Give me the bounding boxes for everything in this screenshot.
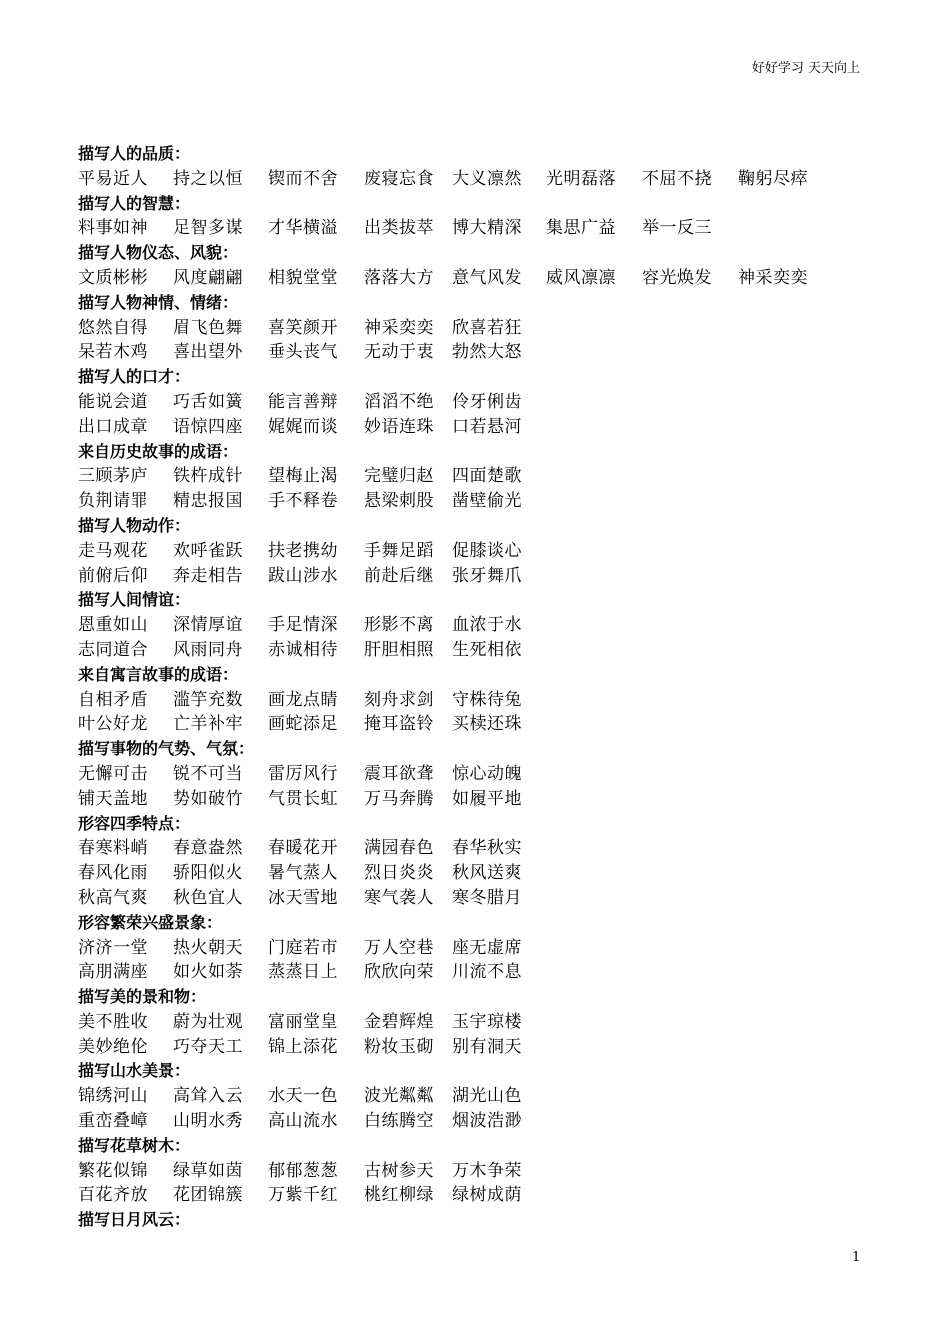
idiom-row bbox=[78, 167, 878, 192]
idiom-word: 能说会道 bbox=[78, 391, 148, 412]
idiom-word: 不屈不挠 bbox=[642, 168, 712, 189]
idiom-word: 雷厉风行 bbox=[268, 763, 338, 784]
idiom-word: 手舞足蹈 bbox=[364, 540, 434, 561]
idiom-word: 气贯长虹 bbox=[268, 788, 338, 809]
idiom-word: 秋色宜人 bbox=[173, 887, 243, 908]
idiom-row bbox=[78, 266, 878, 291]
section-heading: 描写日月风云： bbox=[78, 1210, 191, 1230]
idiom-word: 绿草如茵 bbox=[173, 1160, 243, 1181]
idiom-row bbox=[78, 613, 878, 638]
idiom-word: 手不释卷 bbox=[268, 491, 338, 512]
idiom-word: 神采奕奕 bbox=[738, 267, 808, 288]
idiom-word: 高朋满座 bbox=[78, 962, 148, 983]
idiom-word: 四面楚歌 bbox=[452, 466, 522, 487]
idiom-word: 生死相依 bbox=[452, 639, 522, 660]
idiom-word: 语惊四座 bbox=[173, 416, 243, 437]
idiom-word: 蒸蒸日上 bbox=[268, 962, 338, 983]
idiom-word: 画蛇添足 bbox=[268, 714, 338, 735]
idiom-word: 扶老携幼 bbox=[268, 540, 338, 561]
idiom-word: 秋高气爽 bbox=[78, 887, 148, 908]
idiom-word: 博大精深 bbox=[452, 218, 522, 239]
idiom-word: 美不胜收 bbox=[78, 1011, 148, 1032]
section-heading: 描写人间情谊： bbox=[78, 590, 191, 610]
idiom-word: 买椟还珠 bbox=[452, 714, 522, 735]
idiom-word: 秋风送爽 bbox=[452, 863, 522, 884]
idiom-word: 妙语连珠 bbox=[364, 416, 434, 437]
idiom-word: 眉飞色舞 bbox=[173, 317, 243, 338]
idiom-word: 济济一堂 bbox=[78, 937, 148, 958]
idiom-word: 桃红柳绿 bbox=[364, 1185, 434, 1206]
section-heading: 描写事物的气势、气氛： bbox=[78, 739, 255, 759]
idiom-word: 赤诚相待 bbox=[268, 639, 338, 660]
idiom-word: 平易近人 bbox=[78, 168, 148, 189]
idiom-word: 手足情深 bbox=[268, 615, 338, 636]
section-heading: 描写山水美景： bbox=[78, 1061, 191, 1081]
idiom-word: 娓娓而谈 bbox=[268, 416, 338, 437]
section-heading: 描写人的智慧： bbox=[78, 193, 191, 213]
idiom-word: 暑气蒸人 bbox=[268, 863, 338, 884]
idiom-word: 锐不可当 bbox=[173, 763, 243, 784]
idiom-word: 完璧归赵 bbox=[364, 466, 434, 487]
idiom-word: 跋山涉水 bbox=[268, 565, 338, 586]
idiom-word: 势如破竹 bbox=[173, 788, 243, 809]
idiom-word: 喜出望外 bbox=[173, 342, 243, 363]
idiom-row bbox=[78, 1035, 878, 1060]
page-number: 1 bbox=[852, 1250, 861, 1265]
idiom-word: 三顾茅庐 bbox=[78, 466, 148, 487]
idiom-word: 光明磊落 bbox=[546, 168, 616, 189]
idiom-word: 繁花似锦 bbox=[78, 1160, 148, 1181]
idiom-row bbox=[78, 960, 878, 985]
idiom-word: 走马观花 bbox=[78, 540, 148, 561]
idiom-word: 勃然大怒 bbox=[452, 342, 522, 363]
idiom-word: 别有洞天 bbox=[452, 1036, 522, 1057]
idiom-word: 出口成章 bbox=[78, 416, 148, 437]
idiom-word: 出类拔萃 bbox=[364, 218, 434, 239]
section-heading: 描写人的品质： bbox=[78, 144, 191, 163]
idiom-word: 寒气袭人 bbox=[364, 887, 434, 908]
section-heading: 描写人物神情、情绪： bbox=[78, 292, 239, 312]
idiom-row bbox=[78, 936, 878, 961]
idiom-word: 大义凛然 bbox=[452, 168, 522, 189]
idiom-row bbox=[78, 762, 878, 787]
idiom-word: 春风化雨 bbox=[78, 863, 148, 884]
idiom-row bbox=[78, 1109, 878, 1134]
idiom-word: 蔚为壮观 bbox=[173, 1011, 243, 1032]
section-heading: 描写花草树木： bbox=[78, 1135, 191, 1155]
idiom-word: 花团锦簇 bbox=[173, 1185, 243, 1206]
idiom-row bbox=[78, 1010, 878, 1035]
idiom-word: 深情厚谊 bbox=[173, 615, 243, 636]
idiom-word: 骄阳似火 bbox=[173, 863, 243, 884]
idiom-word: 美妙绝伦 bbox=[78, 1036, 148, 1057]
idiom-word: 呆若木鸡 bbox=[78, 342, 148, 363]
idiom-word: 锲而不舍 bbox=[268, 168, 338, 189]
section-heading: 形容四季特点： bbox=[78, 813, 191, 833]
idiom-word: 川流不息 bbox=[452, 962, 522, 983]
idiom-word: 恩重如山 bbox=[78, 615, 148, 636]
idiom-row bbox=[78, 415, 878, 440]
idiom-word: 料事如神 bbox=[78, 218, 148, 239]
idiom-word: 门庭若市 bbox=[268, 937, 338, 958]
idiom-word: 志同道合 bbox=[78, 639, 148, 660]
idiom-word: 足智多谋 bbox=[173, 218, 243, 239]
idiom-word: 滥竽充数 bbox=[173, 689, 243, 710]
idiom-word: 前赴后继 bbox=[364, 565, 434, 586]
idiom-word: 山明水秀 bbox=[173, 1111, 243, 1132]
idiom-word: 凿壁偷光 bbox=[452, 491, 522, 512]
idiom-word: 意气风发 bbox=[452, 267, 522, 288]
idiom-word: 欣喜若狂 bbox=[452, 317, 522, 338]
idiom-word: 画龙点睛 bbox=[268, 689, 338, 710]
idiom-word: 伶牙俐齿 bbox=[452, 391, 522, 412]
idiom-word: 锦上添花 bbox=[268, 1036, 338, 1057]
idiom-word: 寒冬腊月 bbox=[452, 887, 522, 908]
idiom-word: 容光焕发 bbox=[642, 267, 712, 288]
idiom-word: 落落大方 bbox=[364, 267, 434, 288]
idiom-word: 巧舌如簧 bbox=[173, 391, 243, 412]
idiom-word: 欢呼雀跃 bbox=[173, 540, 243, 561]
idiom-word: 如火如荼 bbox=[173, 962, 243, 983]
idiom-word: 文质彬彬 bbox=[78, 267, 148, 288]
idiom-word: 无动于衷 bbox=[364, 342, 434, 363]
idiom-word: 促膝谈心 bbox=[452, 540, 522, 561]
idiom-word: 冰天雪地 bbox=[268, 887, 338, 908]
idiom-row bbox=[78, 836, 878, 861]
idiom-word: 悬梁刺股 bbox=[364, 491, 434, 512]
idiom-word: 百花齐放 bbox=[78, 1185, 148, 1206]
idiom-word: 高山流水 bbox=[268, 1111, 338, 1132]
idiom-word: 望梅止渴 bbox=[268, 466, 338, 487]
idiom-word: 高耸入云 bbox=[173, 1086, 243, 1107]
idiom-word: 万马奔腾 bbox=[364, 788, 434, 809]
section-heading: 描写人物动作： bbox=[78, 515, 191, 535]
idiom-row bbox=[78, 216, 878, 241]
idiom-word: 铺天盖地 bbox=[78, 788, 148, 809]
idiom-word: 形影不离 bbox=[364, 615, 434, 636]
idiom-word: 悠然自得 bbox=[78, 317, 148, 338]
idiom-word: 掩耳盗铃 bbox=[364, 714, 434, 735]
idiom-word: 风雨同舟 bbox=[173, 639, 243, 660]
idiom-word: 肝胆相照 bbox=[364, 639, 434, 660]
idiom-word: 能言善辩 bbox=[268, 391, 338, 412]
idiom-word: 守株待兔 bbox=[452, 689, 522, 710]
idiom-word: 前俯后仰 bbox=[78, 565, 148, 586]
section-heading: 形容繁荣兴盛景象： bbox=[78, 912, 223, 932]
idiom-row bbox=[78, 638, 878, 663]
idiom-row bbox=[78, 1084, 878, 1109]
idiom-word: 垂头丧气 bbox=[268, 342, 338, 363]
idiom-word: 滔滔不绝 bbox=[364, 391, 434, 412]
idiom-word: 热火朝天 bbox=[173, 937, 243, 958]
idiom-word: 如履平地 bbox=[452, 788, 522, 809]
section-heading: 描写美的景和物： bbox=[78, 987, 207, 1007]
idiom-word: 重峦叠嶂 bbox=[78, 1111, 148, 1132]
idiom-word: 叶公好龙 bbox=[78, 714, 148, 735]
page-header: 好好学习 天天向上 bbox=[751, 61, 860, 76]
idiom-word: 水天一色 bbox=[268, 1086, 338, 1107]
idiom-word: 震耳欲聋 bbox=[364, 763, 434, 784]
idiom-word: 绿树成荫 bbox=[452, 1185, 522, 1206]
idiom-row bbox=[78, 316, 878, 341]
idiom-word: 喜笑颜开 bbox=[268, 317, 338, 338]
idiom-word: 金碧辉煌 bbox=[364, 1011, 434, 1032]
idiom-word: 废寝忘食 bbox=[364, 168, 434, 189]
idiom-word: 神采奕奕 bbox=[364, 317, 434, 338]
idiom-word: 满园春色 bbox=[364, 838, 434, 859]
idiom-word: 口若悬河 bbox=[452, 416, 522, 437]
idiom-word: 无懈可击 bbox=[78, 763, 148, 784]
idiom-word: 风度翩翩 bbox=[173, 267, 243, 288]
idiom-word: 巧夺天工 bbox=[173, 1036, 243, 1057]
idiom-row bbox=[78, 489, 878, 514]
idiom-word: 才华横溢 bbox=[268, 218, 338, 239]
idiom-word: 万紫千红 bbox=[268, 1185, 338, 1206]
idiom-word: 举一反三 bbox=[642, 218, 712, 239]
idiom-word: 奔走相告 bbox=[173, 565, 243, 586]
idiom-word: 铁杵成针 bbox=[173, 466, 243, 487]
idiom-word: 万木争荣 bbox=[452, 1160, 522, 1181]
idiom-row bbox=[78, 1183, 878, 1208]
idiom-row bbox=[78, 1159, 878, 1184]
idiom-word: 张牙舞爪 bbox=[452, 565, 522, 586]
idiom-word: 万人空巷 bbox=[364, 937, 434, 958]
section-heading: 来自历史故事的成语： bbox=[78, 441, 239, 461]
section-heading: 描写人的口才： bbox=[78, 367, 191, 387]
section-heading: 来自寓言故事的成语： bbox=[78, 664, 239, 684]
idiom-row bbox=[78, 787, 878, 812]
idiom-word: 座无虚席 bbox=[452, 937, 522, 958]
section-heading: 描写人物仪态、风貌： bbox=[78, 243, 239, 263]
idiom-word: 古树参天 bbox=[364, 1160, 434, 1181]
idiom-row bbox=[78, 861, 878, 886]
idiom-row bbox=[78, 564, 878, 589]
idiom-word: 春意盎然 bbox=[173, 838, 243, 859]
idiom-word: 血浓于水 bbox=[452, 615, 522, 636]
idiom-word: 威风凛凛 bbox=[546, 267, 616, 288]
idiom-word: 鞠躬尽瘁 bbox=[738, 168, 808, 189]
idiom-word: 富丽堂皇 bbox=[268, 1011, 338, 1032]
idiom-word: 烈日炎炎 bbox=[364, 863, 434, 884]
idiom-word: 波光粼粼 bbox=[364, 1086, 434, 1107]
idiom-word: 玉宇琼楼 bbox=[452, 1011, 522, 1032]
idiom-word: 刻舟求剑 bbox=[364, 689, 434, 710]
idiom-word: 持之以恒 bbox=[173, 168, 243, 189]
idiom-row bbox=[78, 390, 878, 415]
idiom-word: 湖光山色 bbox=[452, 1086, 522, 1107]
idiom-row bbox=[78, 340, 878, 365]
idiom-word: 郁郁葱葱 bbox=[268, 1160, 338, 1181]
idiom-row bbox=[78, 712, 878, 737]
idiom-word: 相貌堂堂 bbox=[268, 267, 338, 288]
idiom-row bbox=[78, 886, 878, 911]
idiom-word: 春寒料峭 bbox=[78, 838, 148, 859]
idiom-word: 亡羊补牢 bbox=[173, 714, 243, 735]
idiom-word: 精忠报国 bbox=[173, 491, 243, 512]
idiom-word: 负荆请罪 bbox=[78, 491, 148, 512]
idiom-row bbox=[78, 464, 878, 489]
idiom-word: 锦绣河山 bbox=[78, 1086, 148, 1107]
idiom-word: 惊心动魄 bbox=[452, 763, 522, 784]
idiom-word: 春华秋实 bbox=[452, 838, 522, 859]
idiom-row bbox=[78, 539, 878, 564]
idiom-word: 粉妆玉砌 bbox=[364, 1036, 434, 1057]
idiom-list bbox=[78, 142, 878, 1233]
idiom-word: 集思广益 bbox=[546, 218, 616, 239]
idiom-word: 烟波浩渺 bbox=[452, 1111, 522, 1132]
idiom-row bbox=[78, 688, 878, 713]
idiom-word: 欣欣向荣 bbox=[364, 962, 434, 983]
idiom-word: 白练腾空 bbox=[364, 1111, 434, 1132]
idiom-word: 春暖花开 bbox=[268, 838, 338, 859]
idiom-word: 自相矛盾 bbox=[78, 689, 148, 710]
